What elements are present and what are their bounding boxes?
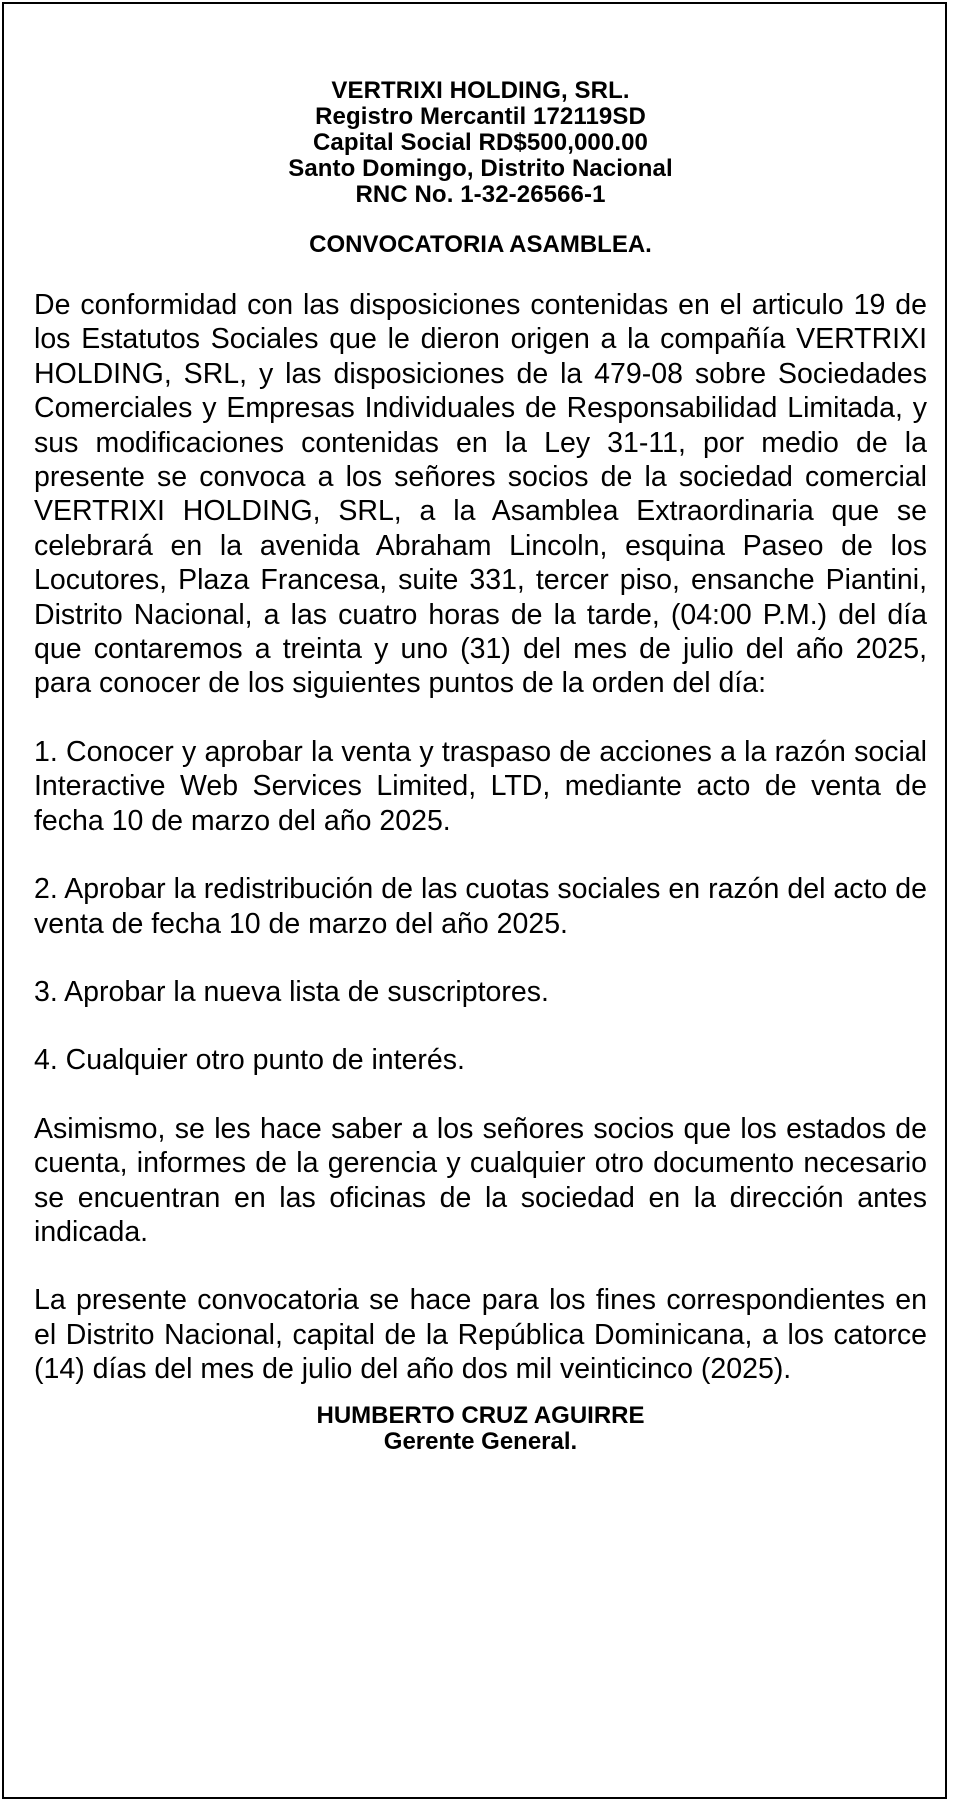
signatory-name: HUMBERTO CRUZ AGUIRRE (316, 1401, 645, 1429)
notice-frame (2, 2, 947, 1799)
company-name: VERTRIXI HOLDING, SRL. (331, 77, 630, 104)
rnc-number: RNC No. 1-32-26566-1 (355, 181, 606, 208)
agenda-point-2: 2. Aprobar la redistribución de las cuotas sociales en razón del acto de venta de fecha 10 de marzo del año 2025. (34, 873, 927, 940)
mercantile-registry: Registro Mercantil 172119SD (315, 103, 646, 130)
agenda-point-4: 4. Cualquier otro punto de interés. (34, 1044, 465, 1077)
company-header (34, 78, 927, 208)
signature-block (34, 1403, 927, 1455)
agenda-point-3: 3. Aprobar la nueva lista de suscriptores. (34, 975, 549, 1008)
notice-title: CONVOCATORIA ASAMBLEA. (309, 231, 652, 258)
social-capital: Capital Social RD$500,000.00 (313, 129, 648, 156)
signatory-role: Gerente General. (383, 1427, 578, 1455)
agenda-point-1: 1. Conocer y aprobar la venta y traspaso de acciones a la razón social Interactive Web Services Limited, LTD, mediante acto de venta de fecha 10 de marzo del año 2025. (34, 735, 927, 837)
notice-content (34, 78, 927, 1455)
company-location: Santo Domingo, Distrito Nacional (288, 155, 673, 182)
closing-paragraph: La presente convocatoria se hace para los fines correspondientes en el Distrito Nacional, capital de la República Dominicana, a los catorce (14) días del mes de julio del año dos mil veinticinco (2025). (34, 1284, 927, 1386)
notice-paragraph: Asimismo, se les hace saber a los señores socios que los estados de cuenta, informes de la gerencia y cualquier otro documento necesario se encuentran en las oficinas de la sociedad en la dirección antes indicada. (34, 1112, 927, 1248)
intro-paragraph: De conformidad con las disposiciones contenidas en el articulo 19 de los Estatutos Sociales que le dieron origen a la compañía VERTRIXI HOLDING, SRL, y las disposiciones de la 479-08 sobre Sociedades Comerciales y Empresas Individuales de Responsabilidad Limitada, y sus modificaciones contenidas en la Ley 31-11, por medio de la presente se convoca a los señores socios de la sociedad comercial VERTRIXI HOLDING, SRL, a la Asamblea Extraordinaria que se celebrará en la avenida Abraham Lincoln, esquina Paseo de los Locutores, Plaza Francesa, suite 331, tercer piso, ensanche Piantini, Distrito Nacional, a las cuatro horas de la tarde, (04:00 P.M.) del día que contaremos a treinta y uno (31) del mes de julio del año 2025, para conocer de los siguientes puntos de la orden del día: (34, 289, 927, 700)
